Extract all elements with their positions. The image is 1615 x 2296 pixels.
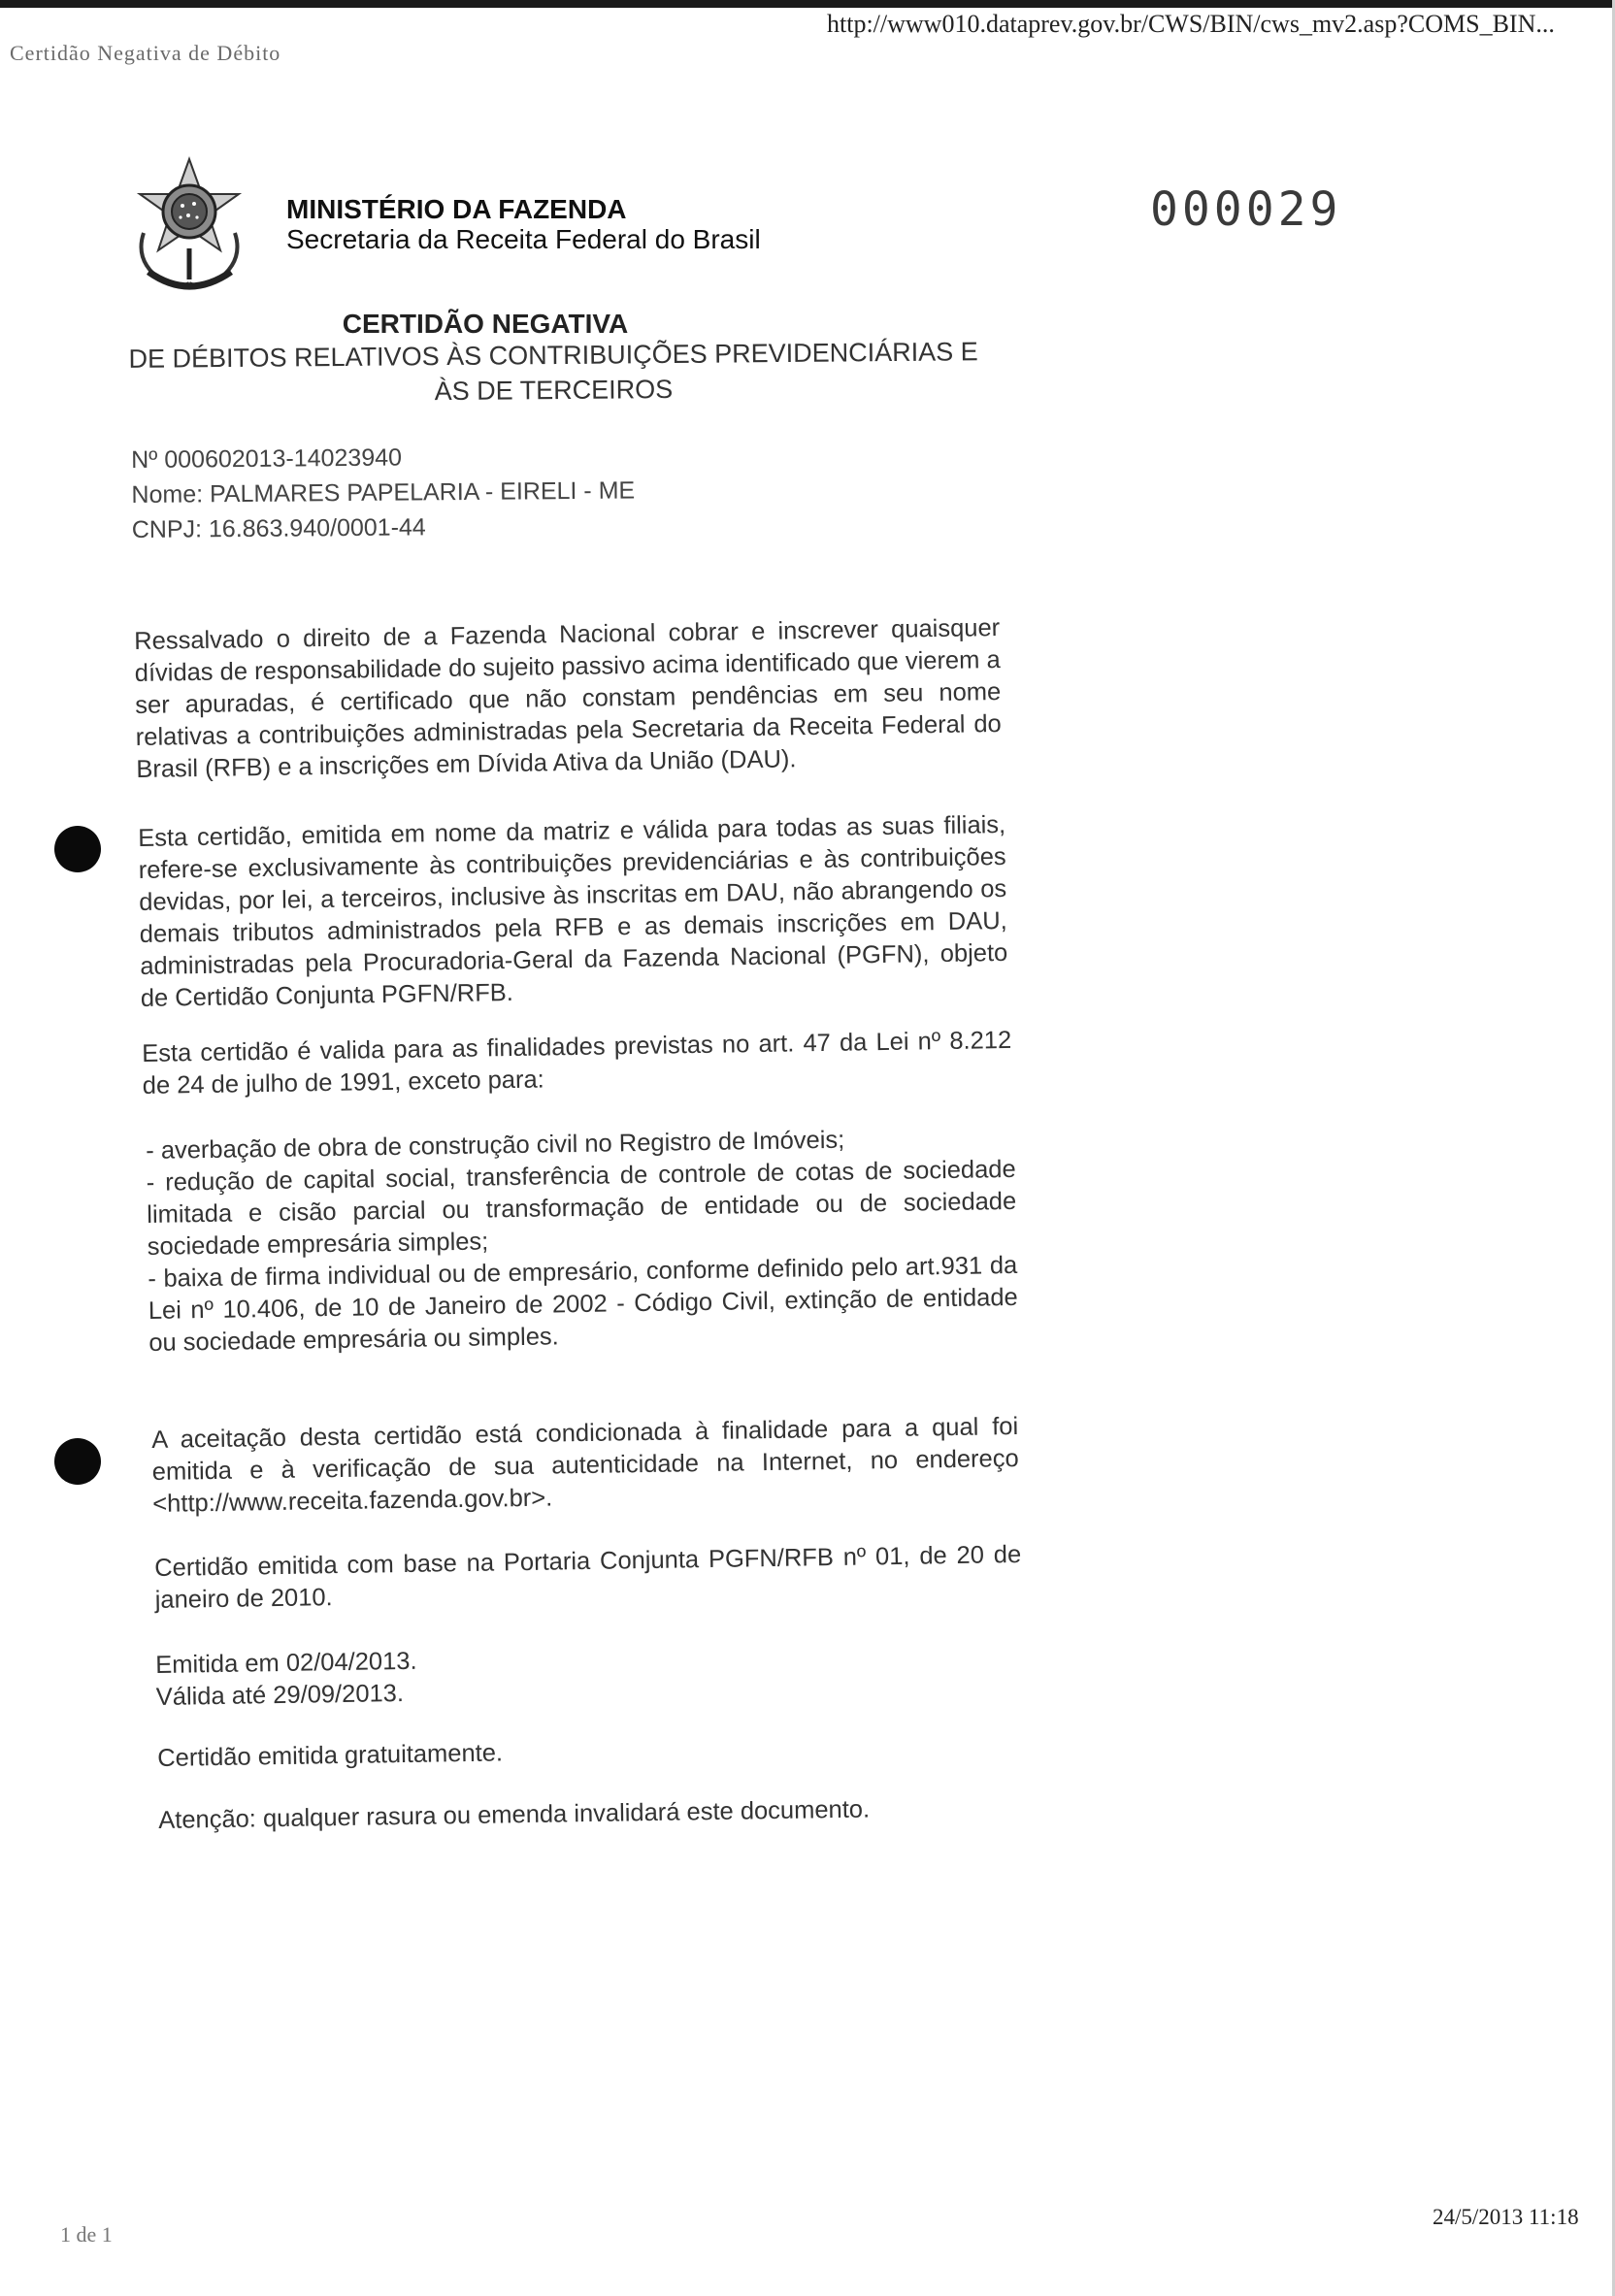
page-top-edge bbox=[0, 0, 1615, 8]
taxpayer-cnpj: CNPJ: 16.863.940/0001-44 bbox=[131, 513, 426, 543]
ministry-name: MINISTÉRIO DA FAZENDA bbox=[286, 194, 627, 224]
secretariat-name: Secretaria da Receita Federal do Brasil bbox=[286, 224, 761, 254]
certificate-number: Nº 000602013-14023940 bbox=[131, 443, 403, 474]
print-header-title: Certidão Negativa de Débito bbox=[10, 41, 281, 65]
taxpayer-name: Nome: PALMARES PAPELARIA - EIRELI - ME bbox=[131, 476, 636, 508]
certificate-subtitle-line-2: ÀS DE TERCEIROS bbox=[434, 375, 674, 407]
certificate-subtitle bbox=[116, 334, 991, 411]
valid-until-date: Válida até 29/09/2013. bbox=[155, 1679, 405, 1711]
document-stamp-number: 000029 bbox=[1150, 182, 1342, 237]
tamper-warning: Atenção: qualquer rasura ou emenda invalidará este documento. bbox=[158, 1795, 871, 1834]
print-footer-page: 1 de 1 bbox=[60, 2222, 113, 2247]
paragraph-clearance: Ressalvado o direito de a Fazenda Nacional cobrar e inscrever quaisquer dívidas de responsabilidade do sujeito passivo acima identificado que vierem a ser apuradas, é certificado que não constam pendências em seu nome relativas a contribuições administradas pela Secretaria da Receita Federal do Brasil (RFB) e a inscrições em Dívida Ativa da União (DAU). bbox=[134, 613, 1002, 783]
punch-hole bbox=[54, 1438, 101, 1485]
exception-item: - redução de capital social, transferência de controle de cotas de sociedade limitada e cisão parcial ou transformação de entidade ou de sociedade sociedade empresária simples; bbox=[146, 1155, 1017, 1261]
paragraph-authenticity: A aceitação desta certidão está condicionada à finalidade para a qual foi emitida e à verificação de sua autenticidade na Internet, no endereço <http://www.receita.fazenda.gov.br>. bbox=[151, 1412, 1019, 1518]
brazil-coat-of-arms-icon bbox=[124, 155, 255, 301]
paragraph-legal-basis: Certidão emitida com base na Portaria Conjunta PGFN/RFB nº 01, de 20 de janeiro de 2010. bbox=[154, 1540, 1022, 1614]
paragraph-scope: Esta certidão, emitida em nome da matriz e válida para todas as suas filiais, refere-se exclusivamente às contribuições previdenciárias e às contribuições devidas, por lei, a terceiros, inclusive às inscritas em DAU, não abrangendo os demais tributos administrados pela RFB e as demais inscrições em DAU, administradas pela Procuradoria-Geral da Fazenda Nacional (PGFN), objeto de Certidão Conjunta PGFN/RFB. bbox=[138, 810, 1008, 1012]
exception-item: - baixa de firma individual ou de empresário, conforme definido pelo art.931 da Lei nº 10.406, de 10 de Janeiro de 2002 - Código Civil, extinção de entidade ou sociedade empresária ou simples. bbox=[148, 1251, 1018, 1357]
free-of-charge-note: Certidão emitida gratuitamente. bbox=[157, 1739, 504, 1772]
print-header-url: http://www010.dataprev.gov.br/CWS/BIN/cws_mv2.asp?COMS_BIN... bbox=[827, 10, 1555, 38]
punch-hole bbox=[54, 826, 101, 872]
certificate-subtitle-line-1: DE DÉBITOS RELATIVOS ÀS CONTRIBUIÇÕES PREVIDENCIÁRIAS E bbox=[128, 337, 978, 374]
certificate-title: CERTIDÃO NEGATIVA bbox=[342, 309, 629, 339]
print-footer-datetime: 24/5/2013 11:18 bbox=[1433, 2205, 1579, 2229]
exceptions-list bbox=[146, 1122, 1019, 1360]
issued-date: Emitida em 02/04/2013. bbox=[155, 1647, 417, 1679]
paragraph-validity: Esta certidão é valida para as finalidades previstas no art. 47 da Lei nº 8.212 de 24 de julho de 1991, exceto para: bbox=[142, 1026, 1012, 1099]
taxpayer-identification bbox=[131, 438, 636, 547]
exception-item: - averbação de obra de construção civil no Registro de Imóveis; bbox=[146, 1126, 845, 1164]
issue-dates bbox=[155, 1641, 739, 1714]
